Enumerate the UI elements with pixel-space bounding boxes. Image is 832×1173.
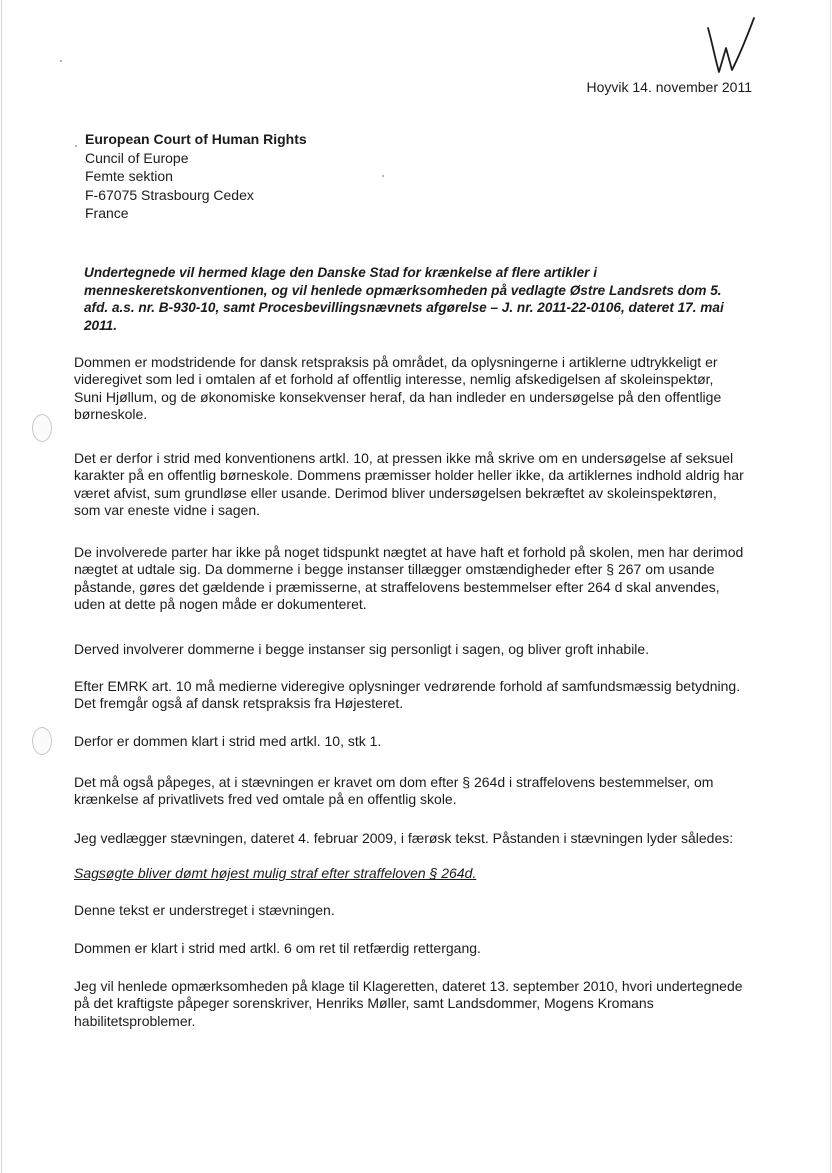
handwritten-initial-mark	[704, 14, 758, 74]
body-paragraph	[74, 902, 744, 919]
scan-speck	[382, 175, 384, 177]
body-paragraph	[74, 544, 744, 614]
paragraph-text: Det må også påpeges, at i stævningen er kravet om dom efter § 264d i straffelovens bestemmelser, om krænkelse af privatlivets fred ved omtale på en offentlig skole.	[74, 774, 714, 808]
paragraph-text: Derved involverer dommerne i begge instanser sig personligt i sagen, og bliver groft inhabile.	[74, 641, 650, 657]
scan-speck	[60, 60, 62, 62]
scan-speck	[75, 145, 77, 147]
paragraph-text: Dommen er klart i strid med artkl. 6 om ret til retfærdig rettergang.	[74, 940, 481, 956]
paragraph-text: Efter EMRK art. 10 må medierne videregive oplysninger vedrørende forhold af samfundsmæssig betydning. Det fremgår også af dansk retspraksis fra Højesteret.	[74, 678, 741, 712]
paragraph-text: Derfor er dommen klart i strid med artkl. 10, stk 1.	[74, 733, 382, 749]
recipient-line: France	[85, 205, 129, 222]
body-paragraph	[74, 978, 744, 1030]
paragraph-text: Det er derfor i strid med konventionens artkl. 10, at pressen ikke må skrive om en undersøgelse af seksuel karakter på en offentlig børneskole. Dommens præmisser holder heller ikke, da artiklernes indhold aldrig har været afvist, sum grundløse eller usande. Derimod bliver undersøgelsen bekræftet av skoleinspektøren, som var eneste vidne i sagen.	[74, 450, 744, 519]
body-paragraph	[74, 450, 744, 520]
recipient-line: Cuncil of Europe	[85, 149, 189, 166]
body-paragraph	[74, 733, 744, 750]
recipient-line: F-67075 Strasbourg Cedex	[85, 186, 254, 203]
scan-right-edge	[830, 0, 831, 1173]
paragraph-text: Dommen er modstridende for dansk retspraksis på området, da oplysningerne i artiklerne udtrykkeligt er videregivet som led i omtalen af et forhold af offentlig interesse, nemlig afskedigelsen af skoleinspektør, Suni Hjøllum, og de økonomiske konsekvenser heraf, da han indleder en undersøgelse på den offentlige børneskole.	[74, 354, 722, 423]
body-paragraph	[74, 678, 744, 713]
handwritten-initial	[704, 14, 758, 74]
paragraph-text: Jeg vil henlede opmærksomheden på klage til Klageretten, dateret 13. september 2010, hvori undertegnede på det kraftigste påpeger sorenskriver, Henriks Møller, samt Landsdommer, Mogens Kromans habilitetsproblemer.	[74, 978, 743, 1029]
paragraph-text: Sagsøgte bliver dømt højest mulig straf efter straffeloven § 264d.	[74, 865, 477, 881]
paragraph-text: Denne tekst er understreget i stævningen.	[74, 902, 335, 918]
intro-paragraph: Undertegnede vil hermed klage den Danske Stad for krænkelse af flere artikler i menneskeretskonventionen, og vil henlede opmærksomheden på vedlagte Østre Landsrets dom 5. afd. a.s. nr. B-930-10, samt Procesbevillingsnævnets afgørelse – J. nr. 2011-22-0106, dateret 17. mai 2011.	[84, 265, 724, 333]
punch-hole	[32, 414, 52, 442]
recipient-address	[85, 130, 307, 223]
quoted-claim	[74, 865, 744, 882]
date-line: Hoyvik 14. november 2011	[586, 79, 752, 95]
paragraph-text: Jeg vedlægger stævningen, dateret 4. februar 2009, i færøsk tekst. Påstanden i stævningen lyder således:	[74, 830, 734, 846]
body-paragraph	[74, 354, 744, 424]
body-paragraph	[74, 940, 744, 957]
recipient-line: Femte sektion	[85, 168, 173, 185]
body-paragraph	[74, 830, 744, 847]
punch-hole	[32, 727, 52, 755]
body-paragraph	[74, 774, 744, 809]
scan-left-edge	[1, 0, 2, 1173]
recipient-organization: European Court of Human Rights	[85, 131, 307, 147]
body-paragraph	[74, 641, 744, 658]
paragraph-text: De involverede parter har ikke på noget tidspunkt nægtet at have haft et forhold på skolen, men har derimod nægtet at udtale sig. Da dommerne i begge instanser tillægger omstændigheder efter § 267 om usande påstande, gøres det gældende i præmisserne, at straffelovens bestemmelser efter 264 d skal anvendes, uden at dette på nogen måde er dokumenteret.	[74, 544, 744, 613]
